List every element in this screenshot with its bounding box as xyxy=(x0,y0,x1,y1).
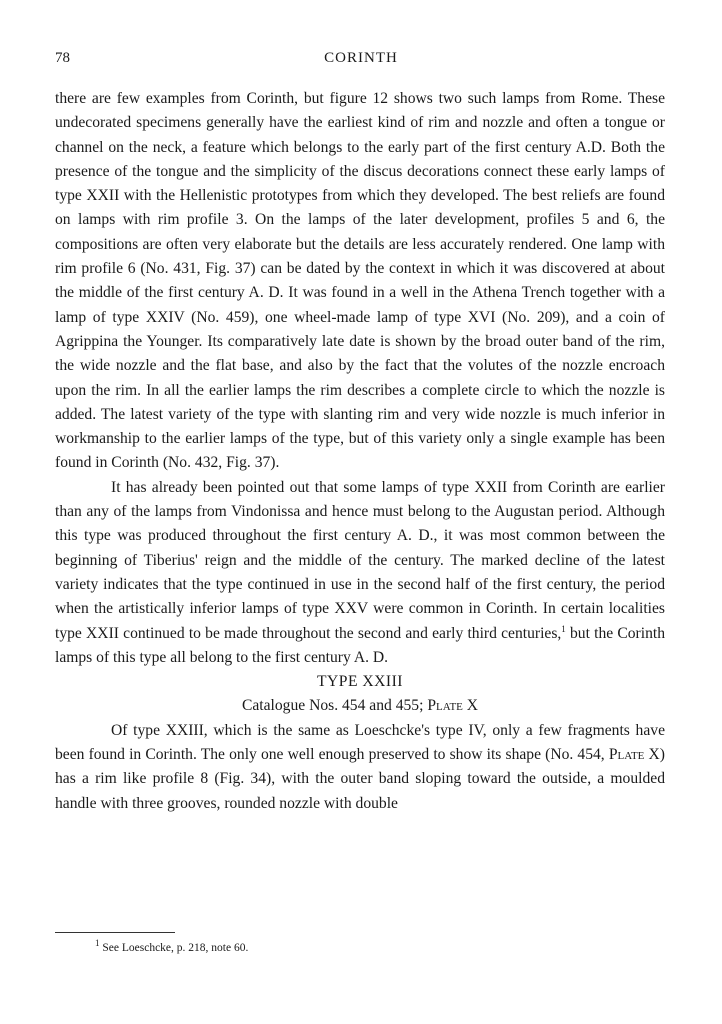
footnote-divider xyxy=(55,932,175,933)
body-text xyxy=(55,87,665,816)
running-title: CORINTH xyxy=(324,50,398,66)
paragraph-2-end: but the Corinth lamps of this type all belong to the first century A. D. xyxy=(55,624,666,666)
paragraph-type-xxiii xyxy=(55,719,665,816)
section-heading: TYPE XXIII xyxy=(317,673,403,691)
paragraph-type-xxii-dating xyxy=(55,476,665,670)
section-subheading-text: Catalogue Nos. 454 and 455; xyxy=(241,697,428,715)
section-subheading xyxy=(55,694,665,718)
paragraph-3-plate: Plate X xyxy=(608,746,660,764)
footnote-text: See Loeschcke, p. 218, note 60. xyxy=(99,942,249,954)
footnote xyxy=(95,938,249,954)
paragraph-2-text: It has already been pointed out that some lamps of type XXII from Corinth are earlier than any of the lamps from Vindonissa and hence must belong to the Augustan period. Although this type was produced throughout the first century A. D., it was most common between the beginning of Tiberius' reign and the middle of the century. The marked decline of the latest variety indicates that the type continued in use in the second half of the first century, the period when the artistically inferior lamps of type XXV were common in Corinth. In certain localities type XXII continued to be made throughout the second and early third centuries, xyxy=(55,478,665,642)
section-subheading-plate: Plate X xyxy=(427,697,479,715)
paragraph-3-text-b: ) has a rim like profile 8 (Fig. 34), with the outer band sloping toward the outside, a moulded handle with three grooves, rounded nozzle with double xyxy=(55,746,665,812)
footnote-reference: 1 xyxy=(561,623,566,634)
page-number: 78 xyxy=(55,50,70,66)
page-header xyxy=(55,50,667,72)
paragraph-3-text-a: Of type XXIII, which is the same as Loeschcke's type IV, only a few fragments have been found in Corinth. The only one well enough preserved to show its shape (No. 454, xyxy=(55,721,665,764)
footnote-marker: 1 xyxy=(95,938,100,949)
paragraph-continued: there are few examples from Corinth, but figure 12 shows two such lamps from Rome. These undecorated specimens generally have the earliest kind of rim and nozzle and often a tongue or channel on the neck, a feature which belongs to the early part of the first century A.D. Both the presence of the tongue and the simplicity of the discus decorations connect these early lamps of type XXII with the Hellenistic prototypes from which they developed. The best reliefs are found on lamps with rim profile 3. On the lamps of the later development, profiles 5 and 6, the compositions are often very elaborate but the details are less accurately rendered. One lamp with rim profile 6 (No. 431, Fig. 37) can be dated by the context in which it was discovered at about the middle of the first century A. D. It was found in a well in the Athena Trench together with a lamp of type XXIV (No. 459), one wheel-made lamp of type XVI (No. 209), and a coin of Agrippina the Younger. Its comparatively late date is shown by the broad outer band of the rim, the wide nozzle and the flat base, and also by the fact that the volutes of the nozzle encroach upon the rim. In all the earlier lamps the rim describes a complete circle to which the nozzle is added. The latest variety of the type with slanting rim and very wide nozzle is much inferior in workmanship to the earlier lamps of the type, but of this variety only a single example has been found in Corinth (No. 432, Fig. 37). xyxy=(55,90,665,472)
